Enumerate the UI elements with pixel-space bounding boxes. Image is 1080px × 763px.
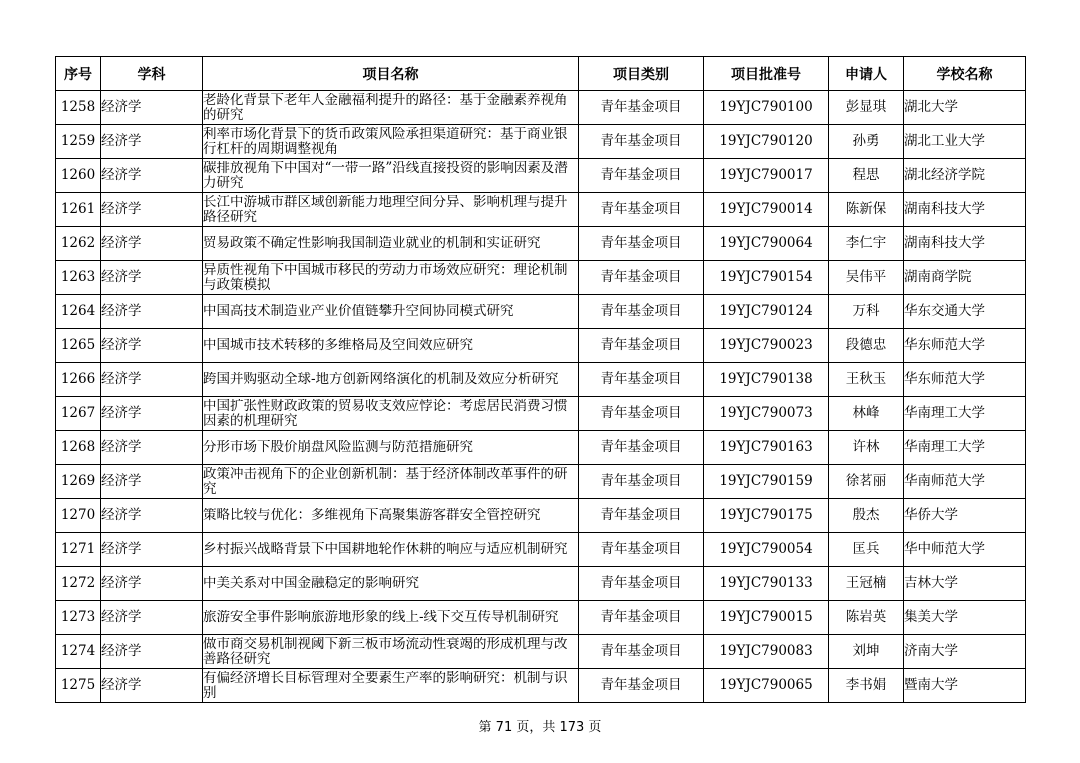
table-header-row bbox=[56, 57, 1026, 91]
table-row bbox=[56, 227, 1026, 261]
table-row bbox=[56, 261, 1026, 295]
table-row bbox=[56, 125, 1026, 159]
project-name-text: 政策冲击视角下的企业创新机制：基于经济体制改革事件的研究 bbox=[203, 466, 568, 497]
project-name-text: 老龄化背景下老年人金融福利提升的路径：基于金融素养视角的研究 bbox=[203, 92, 568, 123]
cell-approval-code: 19YJC790133 bbox=[704, 567, 829, 601]
cell-applicant: 林峰 bbox=[829, 397, 904, 431]
cell-school: 华东交通大学 bbox=[904, 295, 1026, 329]
cell-project-type: 青年基金项目 bbox=[579, 193, 704, 227]
project-name-text: 旅游安全事件影响旅游地形象的线上-线下交互传导机制研究 bbox=[203, 610, 559, 625]
cell-no: 1267 bbox=[56, 397, 101, 431]
header-project-type: 项目类别 bbox=[579, 57, 704, 91]
cell-project-name bbox=[203, 91, 579, 125]
cell-approval-code: 19YJC790015 bbox=[704, 601, 829, 635]
cell-applicant: 王秋玉 bbox=[829, 363, 904, 397]
cell-subject: 经济学 bbox=[101, 499, 203, 533]
cell-school: 湖北经济学院 bbox=[904, 159, 1026, 193]
cell-project-type: 青年基金项目 bbox=[579, 669, 704, 703]
table-row bbox=[56, 363, 1026, 397]
cell-project-name bbox=[203, 465, 579, 499]
cell-project-name bbox=[203, 601, 579, 635]
table-row bbox=[56, 567, 1026, 601]
cell-approval-code: 19YJC790073 bbox=[704, 397, 829, 431]
header-applicant: 申请人 bbox=[829, 57, 904, 91]
project-name-text: 长江中游城市群区域创新能力地理空间分异、影响机理与提升路径研究 bbox=[203, 194, 568, 225]
cell-project-name bbox=[203, 227, 579, 261]
table-row bbox=[56, 635, 1026, 669]
cell-applicant: 李仁宇 bbox=[829, 227, 904, 261]
header-project-name: 项目名称 bbox=[203, 57, 579, 91]
table-row bbox=[56, 329, 1026, 363]
cell-applicant: 王冠楠 bbox=[829, 567, 904, 601]
cell-applicant: 陈岩英 bbox=[829, 601, 904, 635]
cell-project-type: 青年基金项目 bbox=[579, 159, 704, 193]
cell-applicant: 吴伟平 bbox=[829, 261, 904, 295]
project-table bbox=[55, 56, 1026, 703]
cell-no: 1258 bbox=[56, 91, 101, 125]
cell-subject: 经济学 bbox=[101, 125, 203, 159]
cell-approval-code: 19YJC790163 bbox=[704, 431, 829, 465]
cell-no: 1275 bbox=[56, 669, 101, 703]
cell-approval-code: 19YJC790014 bbox=[704, 193, 829, 227]
cell-no: 1265 bbox=[56, 329, 101, 363]
cell-project-name bbox=[203, 261, 579, 295]
cell-approval-code: 19YJC790138 bbox=[704, 363, 829, 397]
cell-project-name bbox=[203, 193, 579, 227]
cell-project-name bbox=[203, 499, 579, 533]
cell-school: 华东师范大学 bbox=[904, 329, 1026, 363]
cell-school: 华南师范大学 bbox=[904, 465, 1026, 499]
table-row bbox=[56, 533, 1026, 567]
cell-project-name bbox=[203, 295, 579, 329]
cell-school: 湖南商学院 bbox=[904, 261, 1026, 295]
cell-no: 1271 bbox=[56, 533, 101, 567]
project-name-text: 碳排放视角下中国对“一带一路”沿线直接投资的影响因素及潜力研究 bbox=[203, 160, 568, 191]
cell-applicant: 彭显琪 bbox=[829, 91, 904, 125]
cell-approval-code: 19YJC790154 bbox=[704, 261, 829, 295]
cell-applicant: 许林 bbox=[829, 431, 904, 465]
cell-approval-code: 19YJC790065 bbox=[704, 669, 829, 703]
cell-project-type: 青年基金项目 bbox=[579, 533, 704, 567]
cell-subject: 经济学 bbox=[101, 193, 203, 227]
header-no: 序号 bbox=[56, 57, 101, 91]
cell-applicant: 殷杰 bbox=[829, 499, 904, 533]
cell-project-name bbox=[203, 431, 579, 465]
page-footer: 第 71 页，共 173 页 bbox=[478, 720, 602, 735]
cell-school: 湖南科技大学 bbox=[904, 227, 1026, 261]
cell-applicant: 程思 bbox=[829, 159, 904, 193]
project-name-text: 乡村振兴战略背景下中国耕地轮作休耕的响应与适应机制研究 bbox=[203, 542, 568, 557]
cell-applicant: 李书娟 bbox=[829, 669, 904, 703]
cell-subject: 经济学 bbox=[101, 295, 203, 329]
cell-project-name bbox=[203, 329, 579, 363]
cell-subject: 经济学 bbox=[101, 261, 203, 295]
cell-school: 湖北大学 bbox=[904, 91, 1026, 125]
cell-no: 1274 bbox=[56, 635, 101, 669]
cell-no: 1268 bbox=[56, 431, 101, 465]
cell-project-name bbox=[203, 533, 579, 567]
table-row bbox=[56, 669, 1026, 703]
table-row bbox=[56, 193, 1026, 227]
cell-project-name bbox=[203, 159, 579, 193]
cell-applicant: 段德忠 bbox=[829, 329, 904, 363]
cell-approval-code: 19YJC790175 bbox=[704, 499, 829, 533]
cell-no: 1260 bbox=[56, 159, 101, 193]
table-row bbox=[56, 91, 1026, 125]
cell-school: 华南理工大学 bbox=[904, 431, 1026, 465]
cell-no: 1266 bbox=[56, 363, 101, 397]
table-row bbox=[56, 431, 1026, 465]
cell-school: 华中师范大学 bbox=[904, 533, 1026, 567]
cell-approval-code: 19YJC790120 bbox=[704, 125, 829, 159]
cell-project-type: 青年基金项目 bbox=[579, 397, 704, 431]
cell-subject: 经济学 bbox=[101, 601, 203, 635]
cell-school: 湖北工业大学 bbox=[904, 125, 1026, 159]
project-name-text: 贸易政策不确定性影响我国制造业就业的机制和实证研究 bbox=[203, 236, 541, 251]
cell-project-type: 青年基金项目 bbox=[579, 499, 704, 533]
table-row bbox=[56, 601, 1026, 635]
cell-no: 1270 bbox=[56, 499, 101, 533]
header-subject: 学科 bbox=[101, 57, 203, 91]
cell-subject: 经济学 bbox=[101, 159, 203, 193]
project-name-text: 做市商交易机制视阈下新三板市场流动性衰竭的形成机理与改善路径研究 bbox=[203, 636, 568, 667]
cell-approval-code: 19YJC790083 bbox=[704, 635, 829, 669]
cell-applicant: 孙勇 bbox=[829, 125, 904, 159]
cell-subject: 经济学 bbox=[101, 329, 203, 363]
cell-school: 济南大学 bbox=[904, 635, 1026, 669]
cell-project-type: 青年基金项目 bbox=[579, 567, 704, 601]
cell-school: 华侨大学 bbox=[904, 499, 1026, 533]
cell-project-name bbox=[203, 669, 579, 703]
cell-approval-code: 19YJC790054 bbox=[704, 533, 829, 567]
cell-applicant: 万科 bbox=[829, 295, 904, 329]
project-name-text: 异质性视角下中国城市移民的劳动力市场效应研究：理论机制与政策模拟 bbox=[203, 262, 568, 293]
project-name-text: 中美关系对中国金融稳定的影响研究 bbox=[203, 576, 419, 591]
cell-school: 暨南大学 bbox=[904, 669, 1026, 703]
cell-no: 1261 bbox=[56, 193, 101, 227]
project-name-text: 中国扩张性财政政策的贸易收支效应悖论：考虑居民消费习惯因素的机理研究 bbox=[203, 398, 568, 429]
cell-subject: 经济学 bbox=[101, 635, 203, 669]
cell-no: 1263 bbox=[56, 261, 101, 295]
project-name-text: 跨国并购驱动全球-地方创新网络演化的机制及效应分析研究 bbox=[203, 372, 559, 387]
cell-project-type: 青年基金项目 bbox=[579, 91, 704, 125]
cell-project-type: 青年基金项目 bbox=[579, 261, 704, 295]
project-name-text: 中国高技术制造业产业价值链攀升空间协同模式研究 bbox=[203, 304, 514, 319]
cell-applicant: 刘坤 bbox=[829, 635, 904, 669]
project-name-text: 有偏经济增长目标管理对全要素生产率的影响研究：机制与识别 bbox=[203, 670, 568, 701]
cell-subject: 经济学 bbox=[101, 533, 203, 567]
cell-project-name bbox=[203, 635, 579, 669]
table-row bbox=[56, 159, 1026, 193]
cell-subject: 经济学 bbox=[101, 431, 203, 465]
cell-project-type: 青年基金项目 bbox=[579, 465, 704, 499]
cell-no: 1272 bbox=[56, 567, 101, 601]
header-approval-code: 项目批准号 bbox=[704, 57, 829, 91]
cell-no: 1269 bbox=[56, 465, 101, 499]
project-name-text: 策略比较与优化：多维视角下高聚集游客群安全管控研究 bbox=[203, 508, 541, 523]
cell-school: 华东师范大学 bbox=[904, 363, 1026, 397]
cell-project-type: 青年基金项目 bbox=[579, 295, 704, 329]
project-name-text: 中国城市技术转移的多维格局及空间效应研究 bbox=[203, 338, 473, 353]
cell-subject: 经济学 bbox=[101, 465, 203, 499]
cell-approval-code: 19YJC790023 bbox=[704, 329, 829, 363]
table-row bbox=[56, 397, 1026, 431]
cell-applicant: 匡兵 bbox=[829, 533, 904, 567]
cell-project-type: 青年基金项目 bbox=[579, 329, 704, 363]
cell-project-type: 青年基金项目 bbox=[579, 431, 704, 465]
cell-no: 1262 bbox=[56, 227, 101, 261]
cell-project-type: 青年基金项目 bbox=[579, 227, 704, 261]
cell-no: 1264 bbox=[56, 295, 101, 329]
cell-approval-code: 19YJC790100 bbox=[704, 91, 829, 125]
table-row bbox=[56, 499, 1026, 533]
cell-subject: 经济学 bbox=[101, 669, 203, 703]
cell-school: 华南理工大学 bbox=[904, 397, 1026, 431]
project-name-text: 利率市场化背景下的货币政策风险承担渠道研究：基于商业银行杠杆的周期调整视角 bbox=[203, 126, 568, 157]
table-row bbox=[56, 295, 1026, 329]
cell-approval-code: 19YJC790064 bbox=[704, 227, 829, 261]
cell-project-type: 青年基金项目 bbox=[579, 125, 704, 159]
cell-project-name bbox=[203, 567, 579, 601]
cell-project-name bbox=[203, 397, 579, 431]
cell-no: 1273 bbox=[56, 601, 101, 635]
cell-project-type: 青年基金项目 bbox=[579, 601, 704, 635]
cell-approval-code: 19YJC790159 bbox=[704, 465, 829, 499]
cell-school: 吉林大学 bbox=[904, 567, 1026, 601]
cell-applicant: 徐茗丽 bbox=[829, 465, 904, 499]
cell-subject: 经济学 bbox=[101, 567, 203, 601]
cell-project-name bbox=[203, 363, 579, 397]
cell-project-type: 青年基金项目 bbox=[579, 635, 704, 669]
cell-applicant: 陈新保 bbox=[829, 193, 904, 227]
cell-subject: 经济学 bbox=[101, 363, 203, 397]
cell-project-name bbox=[203, 125, 579, 159]
cell-project-type: 青年基金项目 bbox=[579, 363, 704, 397]
cell-approval-code: 19YJC790017 bbox=[704, 159, 829, 193]
header-school: 学校名称 bbox=[904, 57, 1026, 91]
table-row bbox=[56, 465, 1026, 499]
cell-subject: 经济学 bbox=[101, 91, 203, 125]
project-name-text: 分形市场下股价崩盘风险监测与防范措施研究 bbox=[203, 440, 473, 455]
cell-subject: 经济学 bbox=[101, 397, 203, 431]
cell-school: 湖南科技大学 bbox=[904, 193, 1026, 227]
cell-school: 集美大学 bbox=[904, 601, 1026, 635]
cell-no: 1259 bbox=[56, 125, 101, 159]
cell-approval-code: 19YJC790124 bbox=[704, 295, 829, 329]
cell-subject: 经济学 bbox=[101, 227, 203, 261]
